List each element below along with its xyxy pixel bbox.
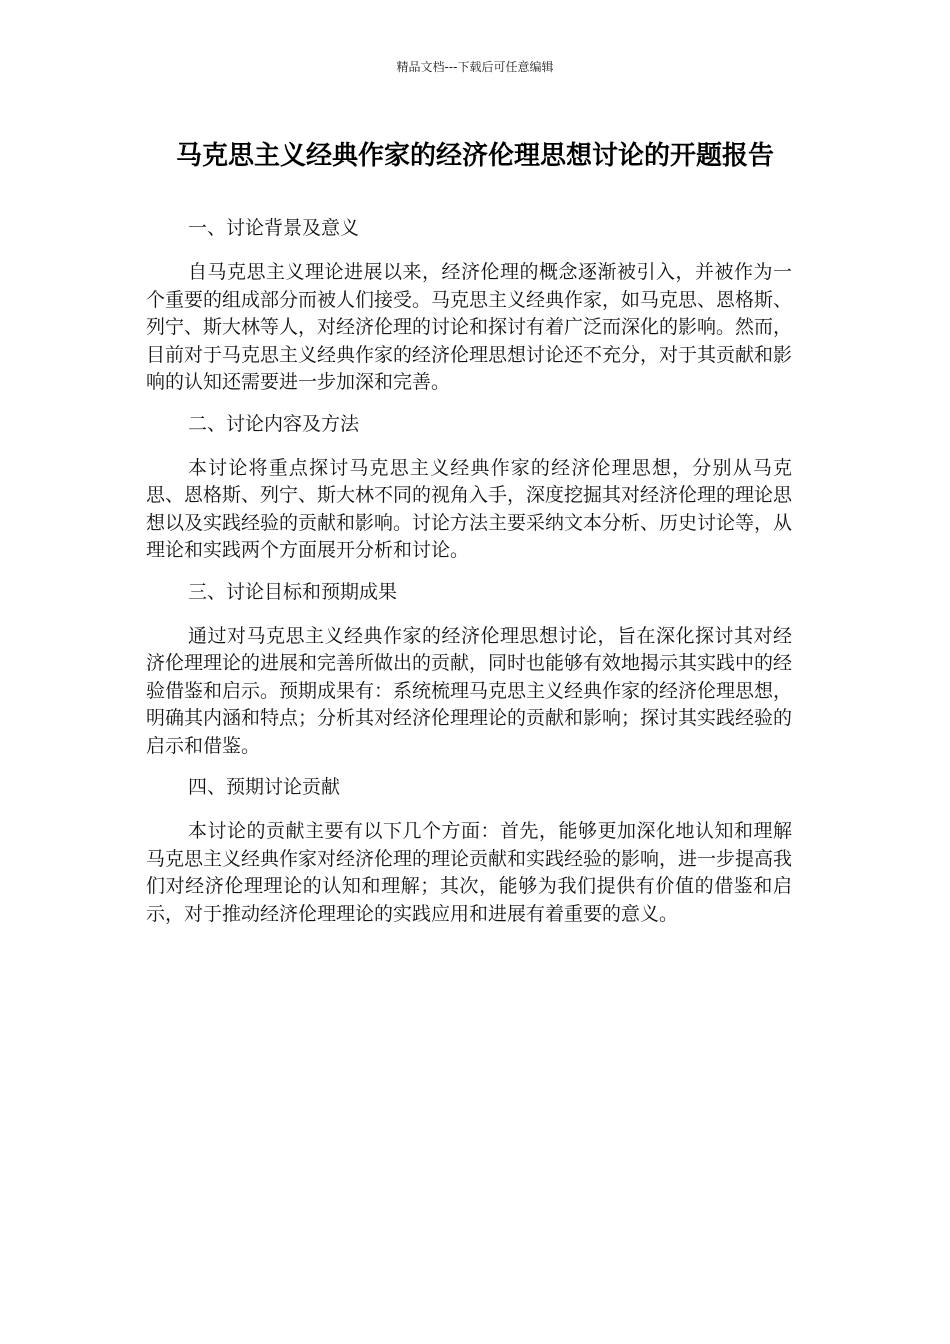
section-paragraph: 通过对马克思主义经典作家的经济伦理思想讨论，旨在深化探讨其对经济伦理理论的进展和完善所做出的贡献，同时也能够有效地揭示其实践中的经验借鉴和启示。预期成果有：系统梳理马克思主义经典作家的经济伦理思想，明确其内涵和特点；分析其对经济伦理理论的贡献和影响；探讨其实践经验的启示和借鉴。 — [146, 624, 793, 757]
section-paragraph: 本讨论的贡献主要有以下几个方面：首先，能够更加深化地认知和理解马克思主义经典作家对经济伦理的理论贡献和实践经验的影响，进一步提高我们对经济伦理理论的认知和理解；其次，能够为我们提供有价值的借鉴和启示，对于推动经济伦理理论的实践应用和进展有着重要的意义。 — [146, 820, 793, 925]
section-heading: 二、讨论内容及方法 — [188, 412, 360, 435]
section-heading: 一、讨论背景及意义 — [188, 217, 360, 239]
document-title: 马克思主义经典作家的经济伦理思想讨论的开题报告 — [175, 141, 774, 171]
section-paragraph: 本讨论将重点探讨马克思主义经典作家的经济伦理思想，分别从马克思、恩格斯、列宁、斯大林不同的视角入手，深度挖掘其对经济伦理的理论思想以及实践经验的贡献和影响。讨论方法主要采纳文本分析、历史讨论等，从理论和实践两个方面展开分析和讨论。 — [146, 456, 793, 561]
section-content-methods — [146, 409, 792, 565]
section-goals-outcomes — [146, 577, 792, 761]
document-content — [146, 213, 792, 940]
section-heading: 四、预期讨论贡献 — [188, 776, 341, 798]
header-note: 精品文档---下载后可任意编辑 — [396, 60, 554, 74]
section-background — [146, 213, 792, 397]
section-heading: 三、讨论目标和预期成果 — [188, 580, 398, 603]
section-contributions — [146, 772, 792, 928]
section-paragraph: 自马克思主义理论进展以来，经济伦理的概念逐渐被引入，并被作为一个重要的组成部分而被人们接受。马克思主义经典作家，如马克思、恩格斯、列宁、斯大林等人，对经济伦理的讨论和探讨有着广泛而深化的影响。然而，目前对于马克思主义经典作家的经济伦理思想讨论还不充分，对于其贡献和影响的认知还需要进一步加深和完善。 — [146, 261, 793, 393]
